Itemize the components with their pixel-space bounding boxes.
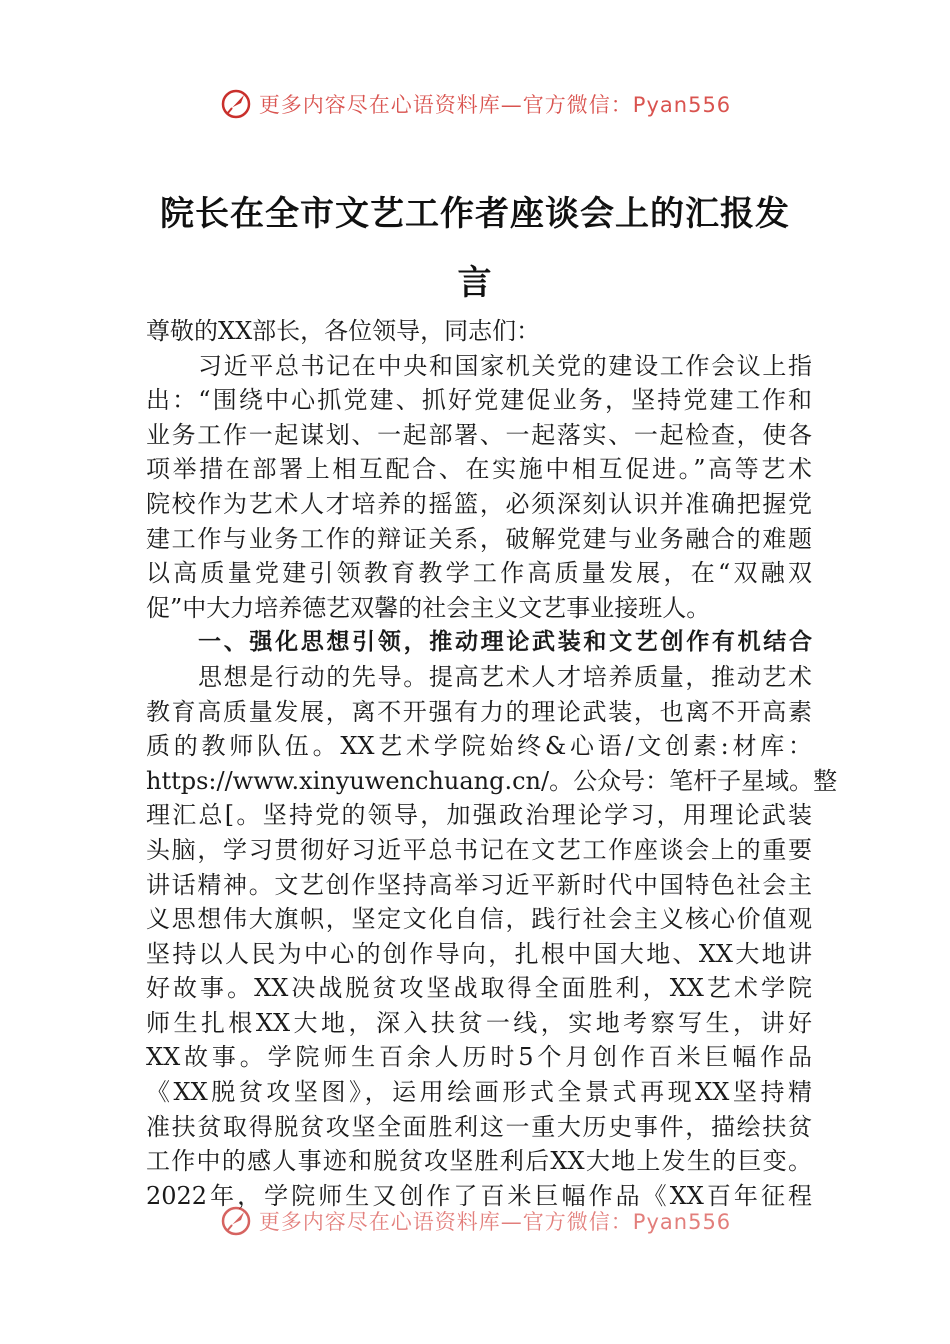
quill-logo-icon: [219, 1204, 253, 1238]
quill-logo-icon: [219, 87, 253, 121]
body-line: 好故事。XX决战脱贫攻坚战取得全面胜利，XX艺术学院: [146, 974, 812, 1003]
section-heading: 一、强化思想引领，推动理论武装和文艺创作有机结合: [198, 629, 812, 656]
body-line: 院校作为艺术人才培养的摇篮，必须深刻认识并准确把握党: [146, 489, 812, 518]
watermark-text: 更多内容尽在心语资料库—官方微信：Pyan556: [258, 1210, 732, 1234]
body-line: 2022年，学院师生又创作了百米巨幅作品《XX百年征程: [146, 1181, 812, 1210]
body-line: 业务工作一起谋划、一起部署、一起落实、一起检查，使各: [146, 420, 812, 449]
watermark-text: 更多内容尽在心语资料库—官方微信：Pyan556: [258, 93, 732, 117]
body-line: 促”中大力培养德艺双馨的社会主义文艺事业接班人。: [146, 593, 711, 622]
body-line: 头脑，学习贯彻好习近平总书记在文艺工作座谈会上的重要: [146, 835, 812, 864]
body-line: 出：“围绕中心抓党建、抓好党建促业务，坚持党建工作和: [146, 386, 812, 415]
body-line: 义思想伟大旗帜，坚定文化自信，践行社会主义核心价值观: [146, 905, 812, 934]
body-line: 准扶贫取得脱贫攻坚全面胜利这一重大历史事件，描绘扶贫: [146, 1112, 812, 1141]
body-line: https://www.xinyuwenchuang.cn/。公众号：笔杆子星域。整: [146, 766, 838, 795]
body-line: 坚持以人民为中心的创作导向，扎根中国大地、XX大地讲: [146, 939, 812, 968]
body-line: 习近平总书记在中央和国家机关党的建设工作会议上指: [198, 351, 812, 380]
document-title: 院长在全市文艺工作者座谈会上的汇报发: [160, 194, 790, 234]
watermark-footer: [0, 1204, 950, 1238]
body-line: 项举措在部署上相互配合、在实施中相互促进。”高等艺术: [146, 455, 812, 484]
body-line: 师生扎根XX大地，深入扶贫一线，实地考察写生，讲好: [146, 1008, 812, 1037]
body-line: 以高质量党建引领教育教学工作高质量发展，在“双融双: [146, 559, 812, 588]
document-body: [146, 314, 838, 1213]
document-title-continued: 言: [457, 263, 493, 303]
body-line: 思想是行动的先导。提高艺术人才培养质量，推动艺术: [198, 662, 812, 691]
body-line: 讲话精神。文艺创作坚持高举习近平新时代中国特色社会主: [146, 870, 812, 899]
body-line: 《XX脱贫攻坚图》，运用绘画形式全景式再现XX坚持精: [146, 1078, 812, 1107]
watermark-header: [0, 84, 950, 124]
body-line: 教育高质量发展，离不开强有力的理论武装，也离不开高素: [146, 697, 812, 726]
body-line: 工作中的感人事迹和脱贫攻坚胜利后XX大地上发生的巨变。: [146, 1147, 812, 1176]
body-line: XX故事。学院师生百余人历时5个月创作百米巨幅作品: [146, 1043, 812, 1072]
body-line: 质的教师队伍。XX艺术学院始终&心语/文创素:材库：: [146, 732, 812, 761]
salutation: 尊敬的XX部长，各位领导，同志们：: [146, 317, 541, 345]
body-line: 理汇总[。坚持党的领导，加强政治理论学习，用理论武装: [146, 801, 812, 830]
body-line: 建工作与业务工作的辩证关系，破解党建与业务融合的难题: [146, 524, 812, 553]
